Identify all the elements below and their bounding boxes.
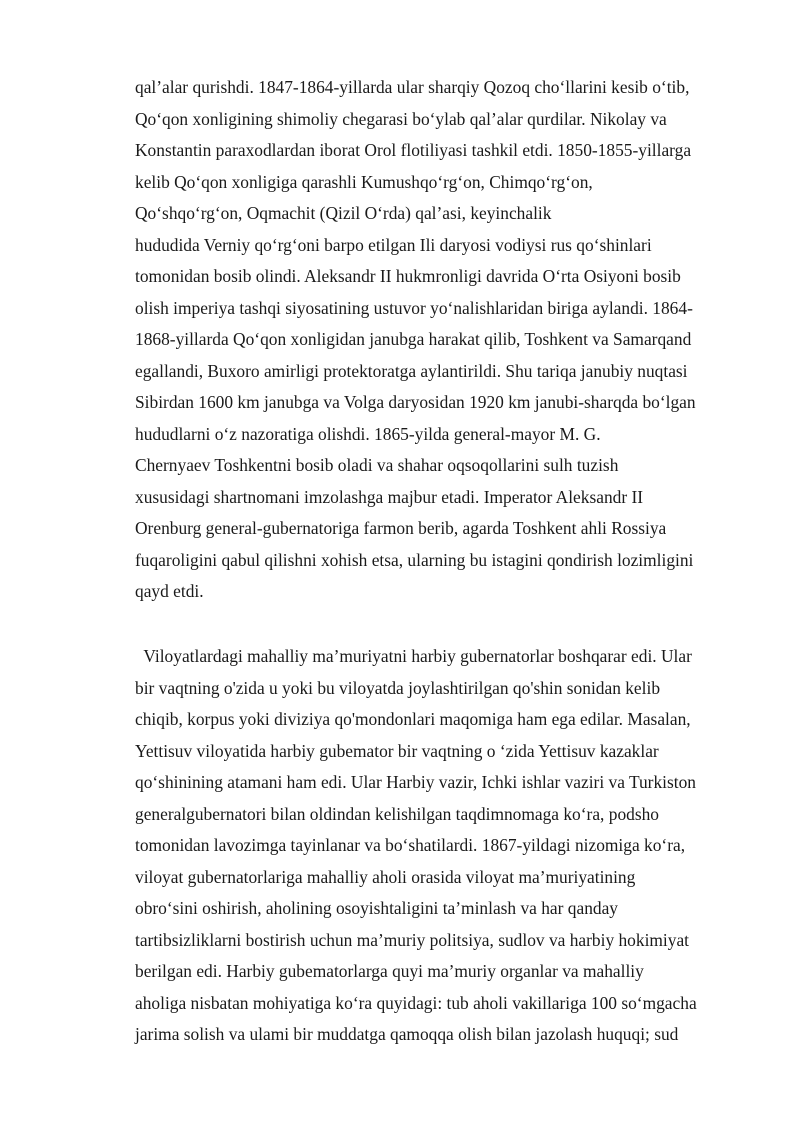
text-line: hududlarni o‘z nazoratiga olishdi. 1865-yilda general-mayor M. G.	[135, 423, 601, 444]
text-line: 1868-yillarda Qo‘qon xonligidan janubga harakat qilib, Toshkent va Samarqand	[135, 329, 692, 349]
text-line: tomonidan lavozimga tayinlanar va bo‘shatilardi. 1867-yildagi nizomiga ko‘ra,	[135, 835, 686, 855]
text-line: chiqib, korpus yoki diviziya qo'mondonlari maqomiga ham ega edilar. Masalan,	[135, 709, 691, 729]
text-line: qayd etdi.	[135, 581, 204, 601]
text-line: hududida Verniy qo‘rg‘oni barpo etilgan Ili daryosi vodiysi rus qo‘shinlari	[135, 234, 652, 255]
text-line: egallandi, Buxoro amirligi protektoratga aylantirildi. Shu tariqa janubiy nuqtasi	[135, 360, 688, 381]
text-line: Yettisuv viloyatida harbiy gubemator bir vaqtning o ‘zida Yettisuv kazaklar	[135, 740, 659, 761]
text-line: bir vaqtning o'zida u yoki bu viloyatda joylashtirilgan qo'shin sonidan kelib	[135, 677, 661, 698]
text-line: Orenburg general-gubernatoriga farmon berib, agarda Toshkent ahli Rossiya	[135, 518, 667, 538]
text-line: qal’alar qurishdi. 1847-1864-yillarda ular sharqiy Qozoq cho‘llarini kesib o‘tib,	[135, 77, 690, 97]
text-line: Qo‘qon xonligining shimoliy chegarasi bo‘ylab qal’alar qurdilar. Nikolay va	[135, 108, 667, 129]
text-line: aholiga nisbatan mohiyatiga ko‘ra quyidagi: tub aholi vakillariga 100 so‘mgacha	[135, 992, 697, 1013]
text-line: tomonidan bosib olindi. Aleksandr II hukmronligi davrida O‘rta Osiyoni bosib	[135, 266, 681, 286]
text-line: olish imperiya tashqi siyosatining ustuvor yo‘nalishlaridan biriga aylandi. 1864-	[135, 297, 693, 318]
text-line: Konstantin paraxodlardan iborat Orol flotiliyasi tashkil etdi. 1850-1855-yillarga	[135, 140, 692, 160]
text-line: jarima solish va ulami bir muddatga qamoqqa olish bilan jazolash huquqi; sud	[135, 1024, 679, 1044]
text-line: kelib Qo‘qon xonligiga qarashli Kumushqo‘rg‘on, Chimqo‘rg‘on,	[135, 171, 593, 192]
text-line: generalgubernatori bilan oldindan kelishilgan taqdimnomaga ko‘ra, podsho	[135, 803, 659, 824]
text-line: viloyat gubernatorlariga mahalliy aholi orasida viloyat ma’muriyatining	[135, 866, 636, 887]
text-line: Viloyatlardagi mahalliy ma’muriyatni harbiy gubernatorlar boshqarar edi. Ular	[135, 646, 692, 666]
text-line: berilgan edi. Harbiy gubematorlarga quyi ma’muriy organlar va mahalliy	[135, 961, 644, 981]
text-line: Chernyaev Toshkentni bosib oladi va shahar oqsoqollarini sulh tuzish	[135, 455, 619, 475]
text-line: tartibsizliklarni bostirish uchun ma’muriy politsiya, sudlov va harbiy hokimiyat	[135, 929, 690, 950]
text-line: xususidagi shartnomani imzolashga majbur etadi. Imperator Aleksandr II	[135, 486, 644, 507]
text-line: qo‘shinining atamani ham edi. Ular Harbiy vazir, Ichki ishlar vaziri va Turkiston	[135, 772, 696, 792]
paragraph-2	[135, 641, 755, 1051]
text-line: obro‘sini oshirish, aholining osoyishtaligini ta’minlash va har qanday	[135, 898, 619, 918]
paragraph-1	[135, 72, 755, 608]
text-line: Qo‘shqo‘rg‘on, Oqmachit (Qizil O‘rda) qal’asi, keyinchalik	[135, 203, 552, 223]
text-line: Sibirdan 1600 km janubga va Volga daryosidan 1920 km janubi-sharqda bo‘lgan	[135, 392, 696, 412]
text-line: fuqaroligini qabul qilishni xohish etsa, ularning bu istagini qondirish lozimligini	[135, 549, 694, 570]
